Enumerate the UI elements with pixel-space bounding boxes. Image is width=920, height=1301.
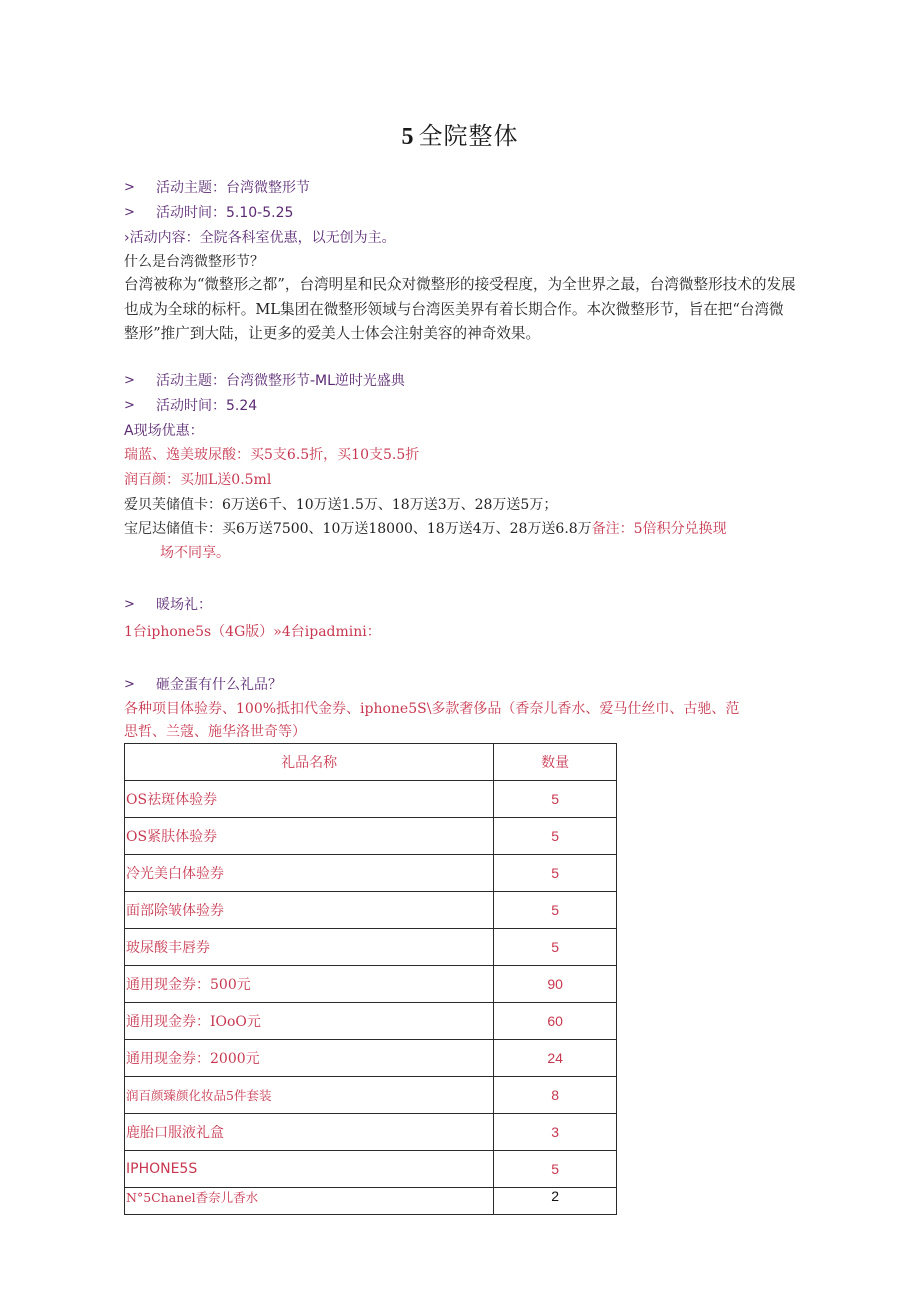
gift-name: N°5Chanel香奈儿香水 [125, 1188, 494, 1215]
gift-qty: 2 [494, 1188, 617, 1215]
gift-name: 通用现金券：500元 [125, 966, 494, 1003]
baonida-main: 宝尼达储值卡：买6万送7500、10万送18000、18万送4万、28万送6.8万 [124, 521, 592, 537]
table-row [125, 892, 617, 929]
header-gift-name: 礼品名称 [125, 744, 494, 781]
section1-time-text: 活动时间：5.10-5.25 [156, 205, 294, 221]
chevron-right-icon: > [124, 180, 135, 195]
gift-name: 通用现金券：2000元 [125, 1040, 494, 1077]
gift-qty: 5 [494, 855, 617, 892]
offer-runbaiyan: 润百颜：买加L送0.5ml [124, 472, 272, 488]
section2-theme-text: 活动主题：台湾微整形节-ML逆时光盛典 [156, 373, 405, 389]
chevron-right-icon: > [124, 597, 135, 612]
section1-paragraph: 台湾被称为“微整形之都”，台湾明星和民众对微整形的接受程度，为全世界之最，台湾微整形技术的发展也成为全球的标杆。ML集团在微整形领域与台湾医美界有着长期合作。本次微整形节，旨在把“台湾微整形”推广到大陆，让更多的爱美人士体会注射美容的神奇效果。 [124, 276, 796, 342]
gift-table [124, 743, 617, 1215]
section2-time-text: 活动时间：5.24 [156, 398, 258, 414]
table-row [125, 1188, 617, 1215]
gift-name: IPHONE5S [125, 1151, 494, 1188]
table-header-row [125, 744, 617, 781]
gift-name: OS紧肤体验券 [125, 818, 494, 855]
offer-baonida [124, 519, 727, 539]
chevron-right-icon: > [124, 677, 135, 692]
gift-qty: 5 [494, 1151, 617, 1188]
chevron-right-icon: > [124, 205, 135, 220]
section1-theme [124, 178, 310, 198]
egg-desc-line2: 思哲、兰蔻、施华洛世奇等） [124, 724, 306, 740]
title-text: 全院整体 [418, 122, 519, 150]
gift-name: 玻尿酸丰唇券 [125, 929, 494, 966]
section1-time [124, 203, 293, 223]
gift-name: 冷光美白体验券 [125, 855, 494, 892]
warmup-heading [124, 595, 212, 615]
gift-qty: 5 [494, 892, 617, 929]
warmup-detail: 1台iphone5s（4G版）»4台ipadmini： [124, 624, 381, 640]
table-row [125, 929, 617, 966]
table-row [125, 781, 617, 818]
chevron-right-icon: > [124, 398, 135, 413]
offer-aibeifu: 爱贝芙储值卡：6万送6千、10万送1.5万、18万送3万、28万送5万； [124, 497, 558, 513]
egg-heading [124, 675, 282, 695]
gift-qty: 5 [494, 929, 617, 966]
table-row [125, 1114, 617, 1151]
table-row [125, 1003, 617, 1040]
egg-desc-line1: 各种项目体验券、100%抵扣代金券、iphone5S\多款奢侈品（香奈儿香水、爱马仕丝巾、古驰、范 [124, 701, 740, 717]
offer-hyaluronic: 瑞蓝、逸美玻尿酸：买5支6.5折，买10支5.5折 [124, 447, 420, 463]
gift-qty: 24 [494, 1040, 617, 1077]
title-number: 5 [401, 124, 415, 150]
section2-time [124, 396, 257, 416]
egg-question: 砸金蛋有什么礼品？ [156, 677, 282, 693]
gift-qty: 5 [494, 781, 617, 818]
gift-name: 润百颜臻颜化妆品5件套装 [125, 1077, 494, 1114]
table-row [125, 818, 617, 855]
baonida-note-cont: 场不同享。 [160, 545, 230, 561]
onsite-label: A现场优惠： [124, 423, 204, 439]
section1-question: 什么是台湾微整形节？ [124, 254, 264, 270]
table-row [125, 1151, 617, 1188]
table-row [125, 855, 617, 892]
section2-theme [124, 371, 405, 391]
gift-qty: 5 [494, 818, 617, 855]
section1-content: ›活动内容：全院各科室优惠，以无创为主。 [124, 230, 396, 246]
warmup-label: 暖场礼： [156, 597, 212, 613]
table-row [125, 1040, 617, 1077]
table-row [125, 1077, 617, 1114]
gift-name: OS祛斑体验券 [125, 781, 494, 818]
gift-name: 通用现金券：IOoO元 [125, 1003, 494, 1040]
page-title [0, 116, 920, 151]
header-quantity: 数量 [494, 744, 617, 781]
baonida-note: 备注：5倍积分兑换现 [591, 521, 727, 537]
gift-qty: 3 [494, 1114, 617, 1151]
gift-qty: 8 [494, 1077, 617, 1114]
gift-name: 面部除皱体验券 [125, 892, 494, 929]
chevron-right-icon: > [124, 373, 135, 388]
gift-qty: 60 [494, 1003, 617, 1040]
table-row [125, 966, 617, 1003]
gift-qty: 90 [494, 966, 617, 1003]
section1-theme-text: 活动主题：台湾微整形节 [156, 180, 310, 196]
gift-name: 鹿胎口服液礼盒 [125, 1114, 494, 1151]
